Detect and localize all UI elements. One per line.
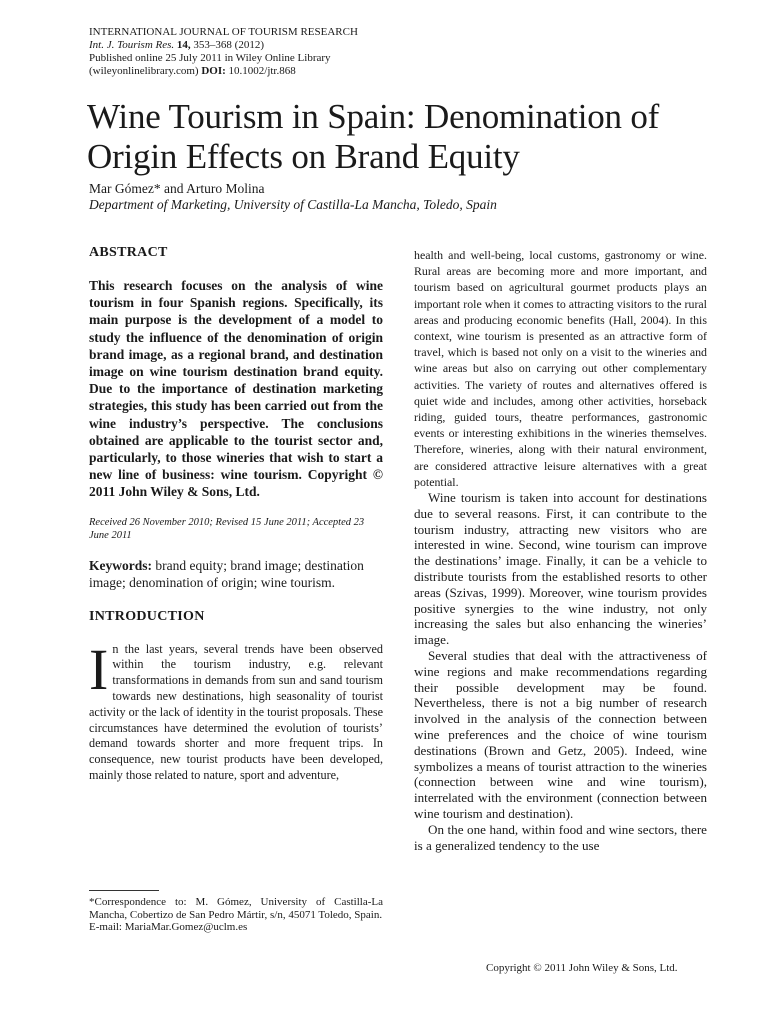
- left-column: [89, 244, 383, 784]
- keywords: [89, 557, 383, 591]
- introduction-text: n the last years, several trends have been observed within the tourism industry, e.g. relevant transformations in demands from sun and sand tourism towards new destinations, high seasonality of tourist activity or the lack of identity in the tourist proposals. These circumstances have determined the evolution of tourists’ demand towards shorter and more frequent trips. In consequence, new tourist products have been developed, mainly those related to nature, sport and adventure,: [89, 641, 383, 783]
- citation-line: [89, 39, 709, 52]
- keywords-label: Keywords:: [89, 557, 152, 573]
- right-column: [414, 247, 707, 853]
- author-affiliation: Department of Marketing, University of Castilla-La Mancha, Toledo, Spain: [89, 197, 497, 212]
- body-paragraph-4: On the one hand, within food and wine sectors, there is a generalized tendency to the use: [414, 821, 707, 853]
- doi-line: [89, 65, 709, 78]
- doi-label: DOI:: [201, 65, 226, 77]
- drop-cap: I: [89, 636, 109, 702]
- doi-link[interactable]: 10.1002/jtr.868: [228, 65, 296, 77]
- journal-name: INTERNATIONAL JOURNAL OF TOURISM RESEARCH: [89, 26, 358, 38]
- article-authors: Mar Gómez* and Arturo Molina: [89, 181, 265, 196]
- footnote-rule: [89, 890, 159, 891]
- correspondence-text: *Correspondence to: M. Gómez, University of Castilla-La Mancha, Cobertizo de San Pedro Mártir, s/n, 45071 Toledo, Spain.: [89, 896, 383, 921]
- correspondence-footnote: [89, 896, 383, 934]
- library-link[interactable]: (wileyonlinelibrary.com): [89, 65, 199, 77]
- journal-header: [89, 26, 709, 78]
- citation-journal: Int. J. Tourism Res.: [89, 39, 175, 51]
- article-title: Wine Tourism in Spain: Denomination of Origin Effects on Brand Equity: [87, 97, 660, 176]
- keywords-text: brand equity; brand image; destination image; denomination of origin; wine tourism.: [89, 557, 364, 590]
- introduction-paragraph: [89, 636, 383, 784]
- page-copyright: Copyright © 2011 John Wiley & Sons, Ltd.: [486, 962, 678, 974]
- body-paragraph-1: health and well-being, local customs, gastronomy or wine. Rural areas are becoming more and more important, and tourism based on agricultural gourmet products plays an important role when it comes to attracting visitors to the rural areas and producing economic benefits (Hall, 2004). In this context, wine tourism is presented as an attractive form of travel, which is based not only on a visit to the wineries and wine areas but also on carrying out other complementary activities. The variety of routes and alternatives offered is quiet wide and includes, among other activities, horseback riding, guided tours, theatre performances, gastronomic events or interesting exhibitions in the wineries themselves. Therefore, wineries, along with their natural environment, are considered attractive leisure alternatives with a great potential.: [414, 248, 707, 489]
- correspondence-email[interactable]: E-mail: MariaMar.Gomez@uclm.es: [89, 921, 248, 933]
- published-line: Published online 25 July 2011 in Wiley Online Library: [89, 52, 331, 64]
- body-paragraph-3: Several studies that deal with the attractiveness of wine regions and make recommendations regarding their possible development may be found. Nevertheless, there is not a big number of research involved in the analysis of the connection between wine preferences and the choice of wine tourism destinations (Brown and Getz, 2005). Indeed, wine symbolizes a means of tourist attraction to the wineries (connection between wine and wine tourism), interrelated with the environment (connection between wine tourism and destination).: [414, 648, 707, 821]
- citation-volume: 14,: [176, 39, 191, 51]
- submission-dates: Received 26 November 2010; Revised 15 June 2011; Accepted 23 June 2011: [89, 516, 365, 542]
- abstract-heading: ABSTRACT: [89, 245, 168, 260]
- body-paragraph-2: Wine tourism is taken into account for destinations due to several reasons. First, it can contribute to the tourism industry, attracting new visitors who are interested in wine. Second, wine tourism can improve the destinations’ image. Finally, it can be a vehicle to distribute tourists from the established resorts to other areas (Szivas, 1999). Moreover, wine tourism provides positive synergies to the wine industry, not only increasing the sales but also enhancing the wineries’ image.: [414, 490, 707, 648]
- citation-pages: 353–368 (2012): [193, 39, 264, 51]
- introduction-heading: INTRODUCTION: [89, 608, 205, 624]
- abstract-text: This research focuses on the analysis of wine tourism in four Spanish regions. Specifically, its main purpose is the development of a model to study the influence of the denomination of origin brand image, as a regional brand, and destination image on wine tourism destination brand equity. Due to the importance of destination marketing strategies, this study has been carried out from the wine industry’s perspective. The conclusions obtained are applicable to the tourist sector and, particularly, to those wineries that wish to start a new line of business: wine tourism. Copyright © 2011 John Wiley & Sons, Ltd.: [89, 278, 383, 500]
